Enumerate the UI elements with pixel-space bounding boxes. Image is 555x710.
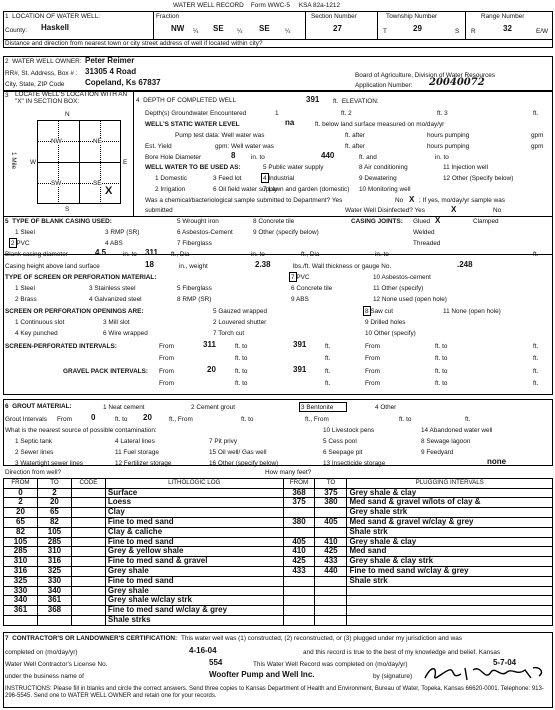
static-level-label: WELL'S STATIC WATER LEVEL	[145, 121, 240, 128]
log-cell	[71, 508, 105, 518]
disinfected-mark: X	[451, 205, 457, 214]
record-date: 5-7-04	[493, 658, 517, 667]
log-cell: 330	[37, 576, 71, 586]
log-cell: Fine to med sand	[105, 517, 283, 527]
pump-test-label: Pump test data: Well water was	[175, 132, 265, 139]
log-row	[4, 576, 553, 586]
log-cell: 0	[4, 488, 38, 498]
disinfected-label: Water Well Disinfected? Yes	[345, 207, 425, 214]
log-row	[4, 517, 553, 527]
completed-label: completed on (mo/day/yr)	[5, 649, 78, 656]
bore-depth: 440	[321, 151, 335, 160]
south-label: S	[65, 206, 70, 213]
owner-name: Peter Reimer	[85, 56, 135, 65]
log-cell: Grey shale & clay	[347, 537, 553, 547]
log-cell	[347, 606, 553, 616]
log-cell: Grey shale strk	[347, 508, 553, 518]
log-cell	[283, 615, 315, 625]
log-cell: Grey shale & clay	[347, 488, 553, 498]
casing-joints-label: CASING JOINTS:	[351, 218, 403, 225]
sample-question: Was a chemical/bacteriological sample submitted to Department? Yes	[145, 197, 343, 204]
log-cell: 82	[37, 517, 71, 527]
log-cell	[283, 596, 315, 606]
sample-no-mark: X	[409, 195, 415, 204]
application-number: 20040072	[429, 77, 485, 88]
log-cell	[283, 576, 315, 586]
log-cell	[347, 615, 553, 625]
log-cell: 325	[37, 566, 71, 576]
log-cell	[71, 527, 105, 537]
log-header-cell: TO	[315, 479, 347, 489]
casing-diameter: 4.5	[95, 248, 107, 257]
log-cell: Med sand & gravel w/clay & grey	[347, 517, 553, 527]
log-cell	[347, 586, 553, 596]
log-row	[4, 498, 553, 508]
screen-to: 391	[293, 340, 307, 349]
groundwater-label: Depth(s) Groundwater Encountered	[145, 110, 247, 117]
log-row	[4, 566, 553, 576]
section-number-label: Section Number	[311, 13, 357, 20]
log-header-cell: FROM	[283, 479, 315, 489]
log-cell: 380	[315, 498, 347, 508]
signature	[421, 662, 551, 684]
log-row	[4, 527, 553, 537]
log-cell	[315, 606, 347, 616]
range-label: Range Number	[481, 13, 525, 20]
log-cell: 375	[315, 488, 347, 498]
log-cell: Shale strk	[347, 527, 553, 537]
log-cell: 82	[4, 527, 38, 537]
log-cell: 405	[315, 517, 347, 527]
form-title: WATER WELL RECORD Form WWC-5 KSA 82a-1212	[173, 2, 341, 9]
screen-material-label: TYPE OF SCREEN OR PERFORATION MATERIAL:	[5, 274, 157, 281]
fraction-label: Fraction	[156, 13, 180, 20]
fraction-1: NW	[171, 24, 185, 33]
wall-gauge: .248	[457, 260, 473, 269]
log-cell: 105	[4, 537, 38, 547]
city-label: City, State, ZIP Code	[5, 81, 65, 88]
lithologic-log-table	[3, 478, 553, 626]
log-cell: 316	[4, 566, 38, 576]
section-box-instructions: LOCATE WELL'S LOCATION WITH AN "X" IN SECTION BOX:	[15, 91, 128, 105]
casing-height: 18	[145, 260, 154, 269]
grout-to: 20	[143, 413, 152, 422]
log-cell: 375	[283, 498, 315, 508]
log-cell: Med sand & gravel w/lots of clay &	[347, 498, 553, 508]
quarter-mark: ¼	[193, 28, 199, 35]
log-cell	[71, 586, 105, 596]
log-cell: Shale strks	[105, 615, 283, 625]
log-cell: Fine to med sand	[105, 576, 283, 586]
log-cell: Clay	[105, 508, 283, 518]
east-label: E	[123, 159, 128, 166]
north-label: N	[65, 111, 70, 118]
log-cell	[71, 498, 105, 508]
log-cell	[315, 576, 347, 586]
gravel-pack-label: GRAVEL PACK INTERVALS:	[63, 368, 148, 375]
log-cell	[71, 488, 105, 498]
log-cell: Grey shale & clay strk	[347, 557, 553, 567]
log-cell: 340	[37, 586, 71, 596]
county-label: County:	[5, 27, 28, 34]
log-cell: Grey & yellow shale	[105, 547, 283, 557]
log-cell: Loess	[105, 498, 283, 508]
log-header-cell: PLUGGING INTERVALS	[347, 479, 553, 489]
well-depth: 391	[306, 95, 320, 104]
instructions-text: INSTRUCTIONS: Please fill in blanks and circle the correct answers. Send three copies to Kansas Department of Health and Environment, Bureau of Water, Topeka, Kansas 66620-0001. Telephone: 913-296-5545. Send one to WATER WELL OWNER and retain one for your records.	[5, 686, 544, 699]
gravel-from: 20	[207, 365, 216, 374]
log-cell	[315, 508, 347, 518]
license-label: Water Well Contractor's License No.	[5, 661, 108, 668]
contamination-question: What is the nearest source of possible contamination:	[5, 427, 157, 434]
log-row	[4, 596, 553, 606]
log-cell	[315, 586, 347, 596]
log-header-cell: LITHOLOGIC LOG	[105, 479, 283, 489]
log-cell: Surface	[105, 488, 283, 498]
mile-label: 1 Mile	[10, 152, 17, 170]
log-cell: 330	[4, 586, 38, 596]
log-cell: 20	[37, 498, 71, 508]
log-cell: 380	[283, 517, 315, 527]
log-cell	[283, 527, 315, 537]
log-cell: 361	[37, 596, 71, 606]
log-body	[4, 488, 553, 625]
log-cell: Med sand	[347, 547, 553, 557]
owner-city: Copeland, Ks 67837	[85, 78, 161, 87]
business-label: under the business name of	[5, 673, 84, 680]
distance-label: Distance and direction from nearest town or city street address of well if located within city?	[5, 40, 263, 47]
board-text: Board of Agriculture, Division of Water Resources	[355, 72, 496, 79]
log-cell	[4, 615, 38, 625]
casing-height-label: Casing height above land surface	[5, 263, 100, 270]
grout-intervals-label: Grout Intervals	[5, 416, 47, 423]
log-header-cell: FROM	[4, 479, 38, 489]
log-cell: Grey shale w/clay strk	[105, 596, 283, 606]
log-cell	[71, 547, 105, 557]
log-cell	[283, 508, 315, 518]
quad-se: SE	[93, 180, 102, 187]
log-cell: 440	[315, 566, 347, 576]
log-cell: 105	[37, 527, 71, 537]
owner-address: 31305 4 Road	[85, 67, 137, 76]
log-cell: Clay & caliche	[105, 527, 283, 537]
fraction-3: SE	[259, 24, 270, 33]
log-row	[4, 586, 553, 596]
log-cell: 2	[4, 498, 38, 508]
gravel-to: 391	[293, 365, 307, 374]
log-header-row	[4, 479, 553, 489]
log-row	[4, 537, 553, 547]
log-row	[4, 606, 553, 616]
section-box-header: 3	[5, 92, 9, 99]
completed-date: 4-16-04	[189, 646, 217, 655]
log-cell: Fine to med sand	[105, 537, 283, 547]
log-cell: 65	[37, 508, 71, 518]
grout-from: 0	[91, 413, 96, 422]
log-cell: 340	[4, 596, 38, 606]
log-cell: 316	[37, 557, 71, 567]
log-cell: 310	[37, 547, 71, 557]
business-name: Woofter Pump and Well Inc.	[209, 670, 315, 679]
log-cell	[315, 527, 347, 537]
static-level: na	[285, 118, 295, 127]
screen-from: 311	[203, 340, 216, 349]
log-cell: Fine to med sand & gravel	[105, 557, 283, 567]
log-cell: 2	[37, 488, 71, 498]
log-row	[4, 615, 553, 625]
casing-weight: 2.38	[255, 260, 271, 269]
log-cell: 20	[4, 508, 38, 518]
casing-section	[3, 216, 553, 395]
screen-intervals-label: SCREEN-PERFORATED INTERVALS:	[5, 343, 117, 350]
bore-hole-label: Bore Hole Diameter	[145, 154, 202, 161]
casing-header: 5 TYPE OF BLANK CASING USED:	[5, 218, 112, 225]
quarter-mark: ¼	[285, 28, 291, 35]
log-cell: 361	[4, 606, 38, 616]
log-cell	[283, 586, 315, 596]
fraction-2: SE	[213, 24, 224, 33]
log-row	[4, 547, 553, 557]
log-cell: Grey shale	[105, 586, 283, 596]
contamination-none: none	[487, 457, 507, 466]
casing-depth: 311	[145, 248, 158, 257]
log-cell: 425	[315, 547, 347, 557]
use-label: WELL WATER TO BE USED AS:	[145, 164, 241, 171]
log-cell	[347, 596, 553, 606]
log-cell	[37, 615, 71, 625]
range-direction: E/W	[536, 28, 549, 35]
log-cell: 410	[283, 547, 315, 557]
log-cell: 433	[283, 566, 315, 576]
log-header-cell: TO	[37, 479, 71, 489]
quad-nw: NW	[51, 138, 62, 145]
bore-diameter: 8	[231, 151, 236, 160]
township-label: Township Number	[386, 13, 438, 20]
log-cell: 285	[4, 547, 38, 557]
grout-material-label: 6 GROUT MATERIAL:	[5, 403, 72, 410]
application-label: Application Number:	[355, 82, 413, 89]
township-number: 29	[413, 24, 422, 33]
water-well-record-form: WATER WELL RECORD Form WWC-5 KSA 82a-1212 1 LOCATION OF WATER WELL: County: Haskell Fraction NW ¼ SE ¼ SE ¼ Section Number 27 Township Number T 29 S Range Number R 32 E/W Distance and direction from nearest town or city street address of well if located within city? 2 WATER WELL OWNER: Peter Reimer RR#, St. Address, Box # : 31305 4 Road City, State, ZIP Code Copeland, Ks 67837 Board of Agriculture, Division of Water Resources Application Number: 20040072 3 LOCATE WELL'S LOCATION WITH AN "X" IN SECTION BOX: N S W E 1 Mile NW NE SW SE X 4 DEPTH OF COMPLETED WELL 391 ft. ELEVATION: Depth(s) Groundwater Encountered 1 ft. 2 ft. 3 ft. WELL'S STATIC WATER LEVEL na ft. below land surface measured on mo/day/yr Pump test data: Well water was ft. after hours pumping gpm Est. Yield gpm: Well water was ft. after hours pumping gpm Bore Hole Diameter 8 in. to 440 ft. and in. to WELL WATER TO BE USED AS: 5 Public water supply 8 Air conditioning 11 Injection well 1 Domestic 3 Feed lot 4 Industrial 9 Dewatering 12 Other (Specify below) 2 Irrigation 6 Oil field water supply 7 Lawn and garden (domestic) 10 Monitoring well Was a chemical/bacteriological sample submitted to Department? Yes No X ; If yes, mo/day/yr sample was submitted Water Well Disinfected? Yes X No 5 TYPE OF BLANK CASING USED: 5 Wrought iron 8 Concrete tile CASING JOINTS: Glued X Clamped 1 Steel 3 RMP (SR) 6 Asbestos-Cement 9 Other (specify below) Welded 2 PVC 4 ABS 7 Fiberglass Threaded Blank casing diameter 4.5 in. to 311 ft., Dia in. to ft., Dia in. to ft. Casing height above land surface 18 in., weight 2.38 lbs./ft. Wall thickness or gauge No. .248 TYPE OF SCREEN OR PERFORATION MATERIAL: 7 PVC 10 Asbestos-cement 1 Steel 3 Stainless steel 5 Fiberglass 6 Concrete tile 11 Other (specify) 2 Brass 4 Galvanized steel 8 RMP (SR) 9 ABS 12 None used (open hole) SCREEN OR PERFORATION OPENINGS ARE: 5 Gauzed wrapped 8 Saw cut 11 None (open hole) 1 Continuous slot 3 Mill slot 2 Louvered shutter 9 Drilled holes 4 Key punched 6 Wire wrapped 7 Torch cut 10 Other (specify) SCREEN-PERFORATED INTERVALS: From 311 ft. to 391 ft. From ft. to ft. From ft. to ft. From ft. to ft. GRAVEL PACK INTERVALS: From 20 ft. to 391 ft. From ft. to ft. From ft. to ft. From ft. to ft. 6 GROUT MATERIAL: 1 Neat cement 2 Cement grout 3 Bentonite 4 Other Grout Intervals From 0 ft. to 20 ft., From ft. to ft., From ft. to ft. What is the nearest source of possible contamination: 10 Livestock pens 14 Abandoned water well 1 Septic tank 4 Lateral lines 7 Pit privy 5 Cess pool 8 Sewage lagoon 2 Sewer lines 11 Fuel storage 15 Oil well/ Gas well 6 Seepage pit 9 Feedyard 3 Watertight sewer lines 12 Fertilizer storage 16 Other (specify below) 13 Insecticide storage none Direction from well? How many feet? FROM TO CODE LITHOLOGIC LOG FROM TO PLUGGING INTERVALS 0 2 Surface 368 375 Grey shale & clay 2 20 Loess 375 380 Med sand & gravel w/lots of clay & 20 65 Clay Grey shale strk 65 82 Fine to med sand 380 405 Med sand & gravel w/clay & grey 82 105 Clay & caliche Shale strk 105 285 Fine to med sand 405 410 Grey shale & clay 285 310 Grey & yellow shale 410 425 Med sand 310 316 Fine to med sand & gravel 425 433 Grey shale & clay strk 316 325 Grey shale 433 440 Fine to med sand w/clay & grey 325 330 Fine to med sand Shale strk 330 340 Grey shale 340 361 Grey shale w/clay strk 361 368 Fine to med sand w/clay & grey Shale strks 7 CONTRACTOR'S OR LANDOWNER'S CERTIFICATION: This water well was (1) constructed, (2) reconstructed, or (3) plugged under my jurisdiction and was completed on (mo/day/yr) 4-16-04 and this record is true to the best of my knowledge and belief. Kansas Water Well Contractor's License No. 554 This Water Well Record was completed on (mo/day/yr) 5-7-04 under the business name of Woofter Pump and Well Inc. by (signature) INSTRUCTIONS: Please fill in blanks and circle the correct answers. Send three copies to Kansas Department of Health and Environment, Bureau of Water, Topeka, Kansas 66620-0001. Telephone: 913-296-5545. Send one to WATER WELL OWNER and retain one for your records.	[3, 2, 553, 708]
county-value: Haskell	[41, 23, 70, 32]
owner-header: 2 WATER WELL OWNER:	[5, 58, 82, 65]
log-cell	[71, 576, 105, 586]
log-cell: 368	[283, 488, 315, 498]
log-cell: Fine to med sand w/clay & grey	[105, 606, 283, 616]
log-cell	[315, 615, 347, 625]
log-cell: 65	[4, 517, 38, 527]
log-row	[4, 557, 553, 567]
log-header-cell: CODE	[71, 479, 105, 489]
license-number: 554	[209, 658, 223, 667]
log-cell	[71, 606, 105, 616]
yield-label: Est. Yield	[145, 143, 172, 150]
log-cell	[71, 566, 105, 576]
glued-mark: X	[435, 216, 441, 225]
quarter-mark: ¼	[237, 28, 243, 35]
log-cell	[71, 537, 105, 547]
log-cell: 405	[283, 537, 315, 547]
log-cell	[71, 517, 105, 527]
openings-label: SCREEN OR PERFORATION OPENINGS ARE:	[5, 308, 144, 315]
log-cell	[283, 606, 315, 616]
log-cell	[315, 596, 347, 606]
log-row	[4, 508, 553, 518]
log-cell: 368	[37, 606, 71, 616]
section-4-number: 4 DEPTH OF COMPLETED WELL	[136, 97, 237, 104]
certification-header: 7 CONTRACTOR'S OR LANDOWNER'S CERTIFICATION:	[5, 635, 178, 642]
log-cell	[71, 557, 105, 567]
range-number: 32	[503, 24, 512, 33]
location-header: 1 LOCATION OF WATER WELL:	[5, 13, 101, 20]
quad-sw: SW	[51, 180, 62, 187]
quad-ne: NE	[93, 138, 102, 145]
log-cell	[71, 596, 105, 606]
address-label: RR#, St. Address, Box # :	[5, 70, 78, 77]
log-cell: Shale strk	[347, 576, 553, 586]
log-cell: Fine to med sand w/clay & grey	[347, 566, 553, 576]
certification-text: This water well was (1) constructed, (2) reconstructed, or (3) plugged under my jurisdiction and was	[181, 635, 462, 642]
well-location-mark: X	[105, 185, 113, 197]
log-cell	[71, 615, 105, 625]
log-cell: 433	[315, 557, 347, 567]
section-number: 27	[333, 24, 342, 33]
west-label: W	[30, 159, 37, 166]
log-cell: 285	[37, 537, 71, 547]
log-cell: 325	[4, 576, 38, 586]
casing-diameter-label: Blank casing diameter	[5, 251, 68, 258]
log-cell: 310	[4, 557, 38, 567]
log-cell: Grey shale	[105, 566, 283, 576]
log-cell: 410	[315, 537, 347, 547]
log-cell: 425	[283, 557, 315, 567]
